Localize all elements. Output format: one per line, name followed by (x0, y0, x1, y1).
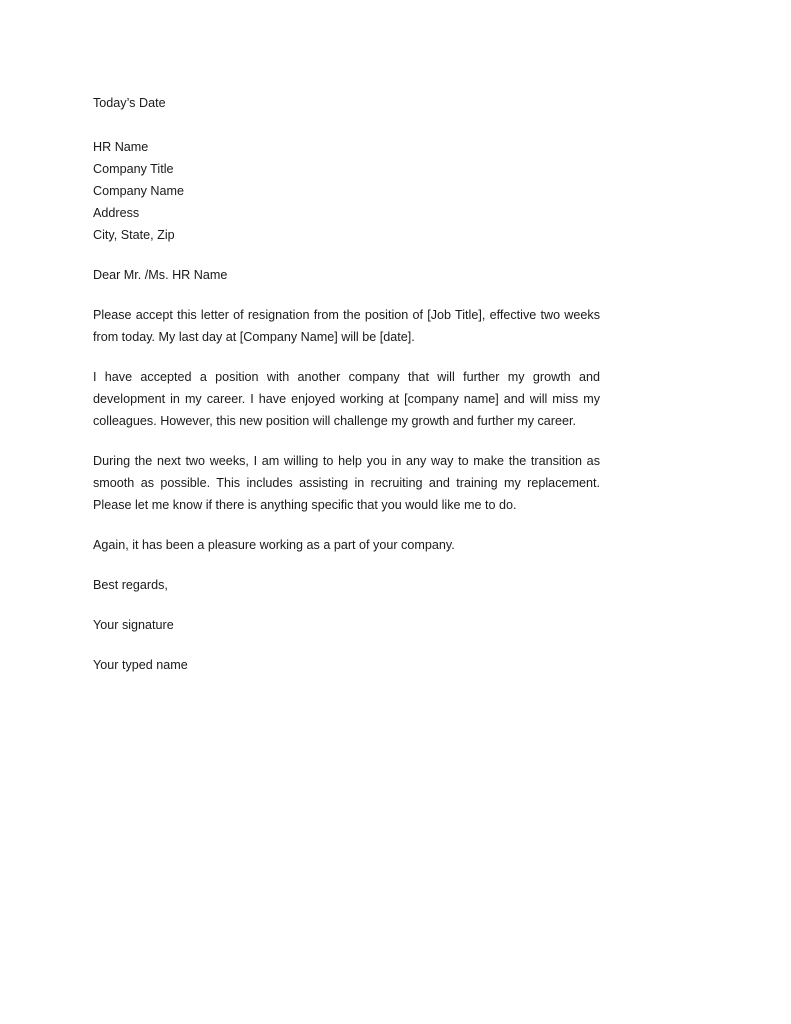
recipient-name: HR Name (93, 140, 149, 154)
resignation-letter (93, 92, 600, 676)
paragraph-resignation-notice: Please accept this letter of resignation from the position of [Job Title], effective two weeks from today. My last day at [Company Name] will be [date]. (93, 308, 600, 344)
recipient-company: Company Name (93, 184, 184, 198)
closing: Best regards, (93, 578, 168, 592)
paragraph-gratitude: Again, it has been a pleasure working as a part of your company. (93, 538, 455, 552)
signature-line: Your signature (93, 618, 174, 632)
salutation: Dear Mr. /Ms. HR Name (93, 268, 228, 282)
recipient-address: Address (93, 206, 140, 220)
recipient-title: Company Title (93, 162, 174, 176)
letter-date: Today’s Date (93, 96, 166, 110)
typed-name-line: Your typed name (93, 658, 188, 672)
paragraph-new-position: I have accepted a position with another company that will further my growth and development in my career. I have enjoyed working at [company name] and will miss my colleagues. However, this new position will challenge my growth and further my career. (93, 370, 600, 428)
paragraph-transition-help: During the next two weeks, I am willing to help you in any way to make the transition as smooth as possible. This includes assisting in recruiting and training my replacement. Please let me know if there is anything specific that you would like me to do. (93, 454, 600, 512)
recipient-address-block (93, 136, 600, 246)
recipient-city-state-zip: City, State, Zip (93, 228, 175, 242)
